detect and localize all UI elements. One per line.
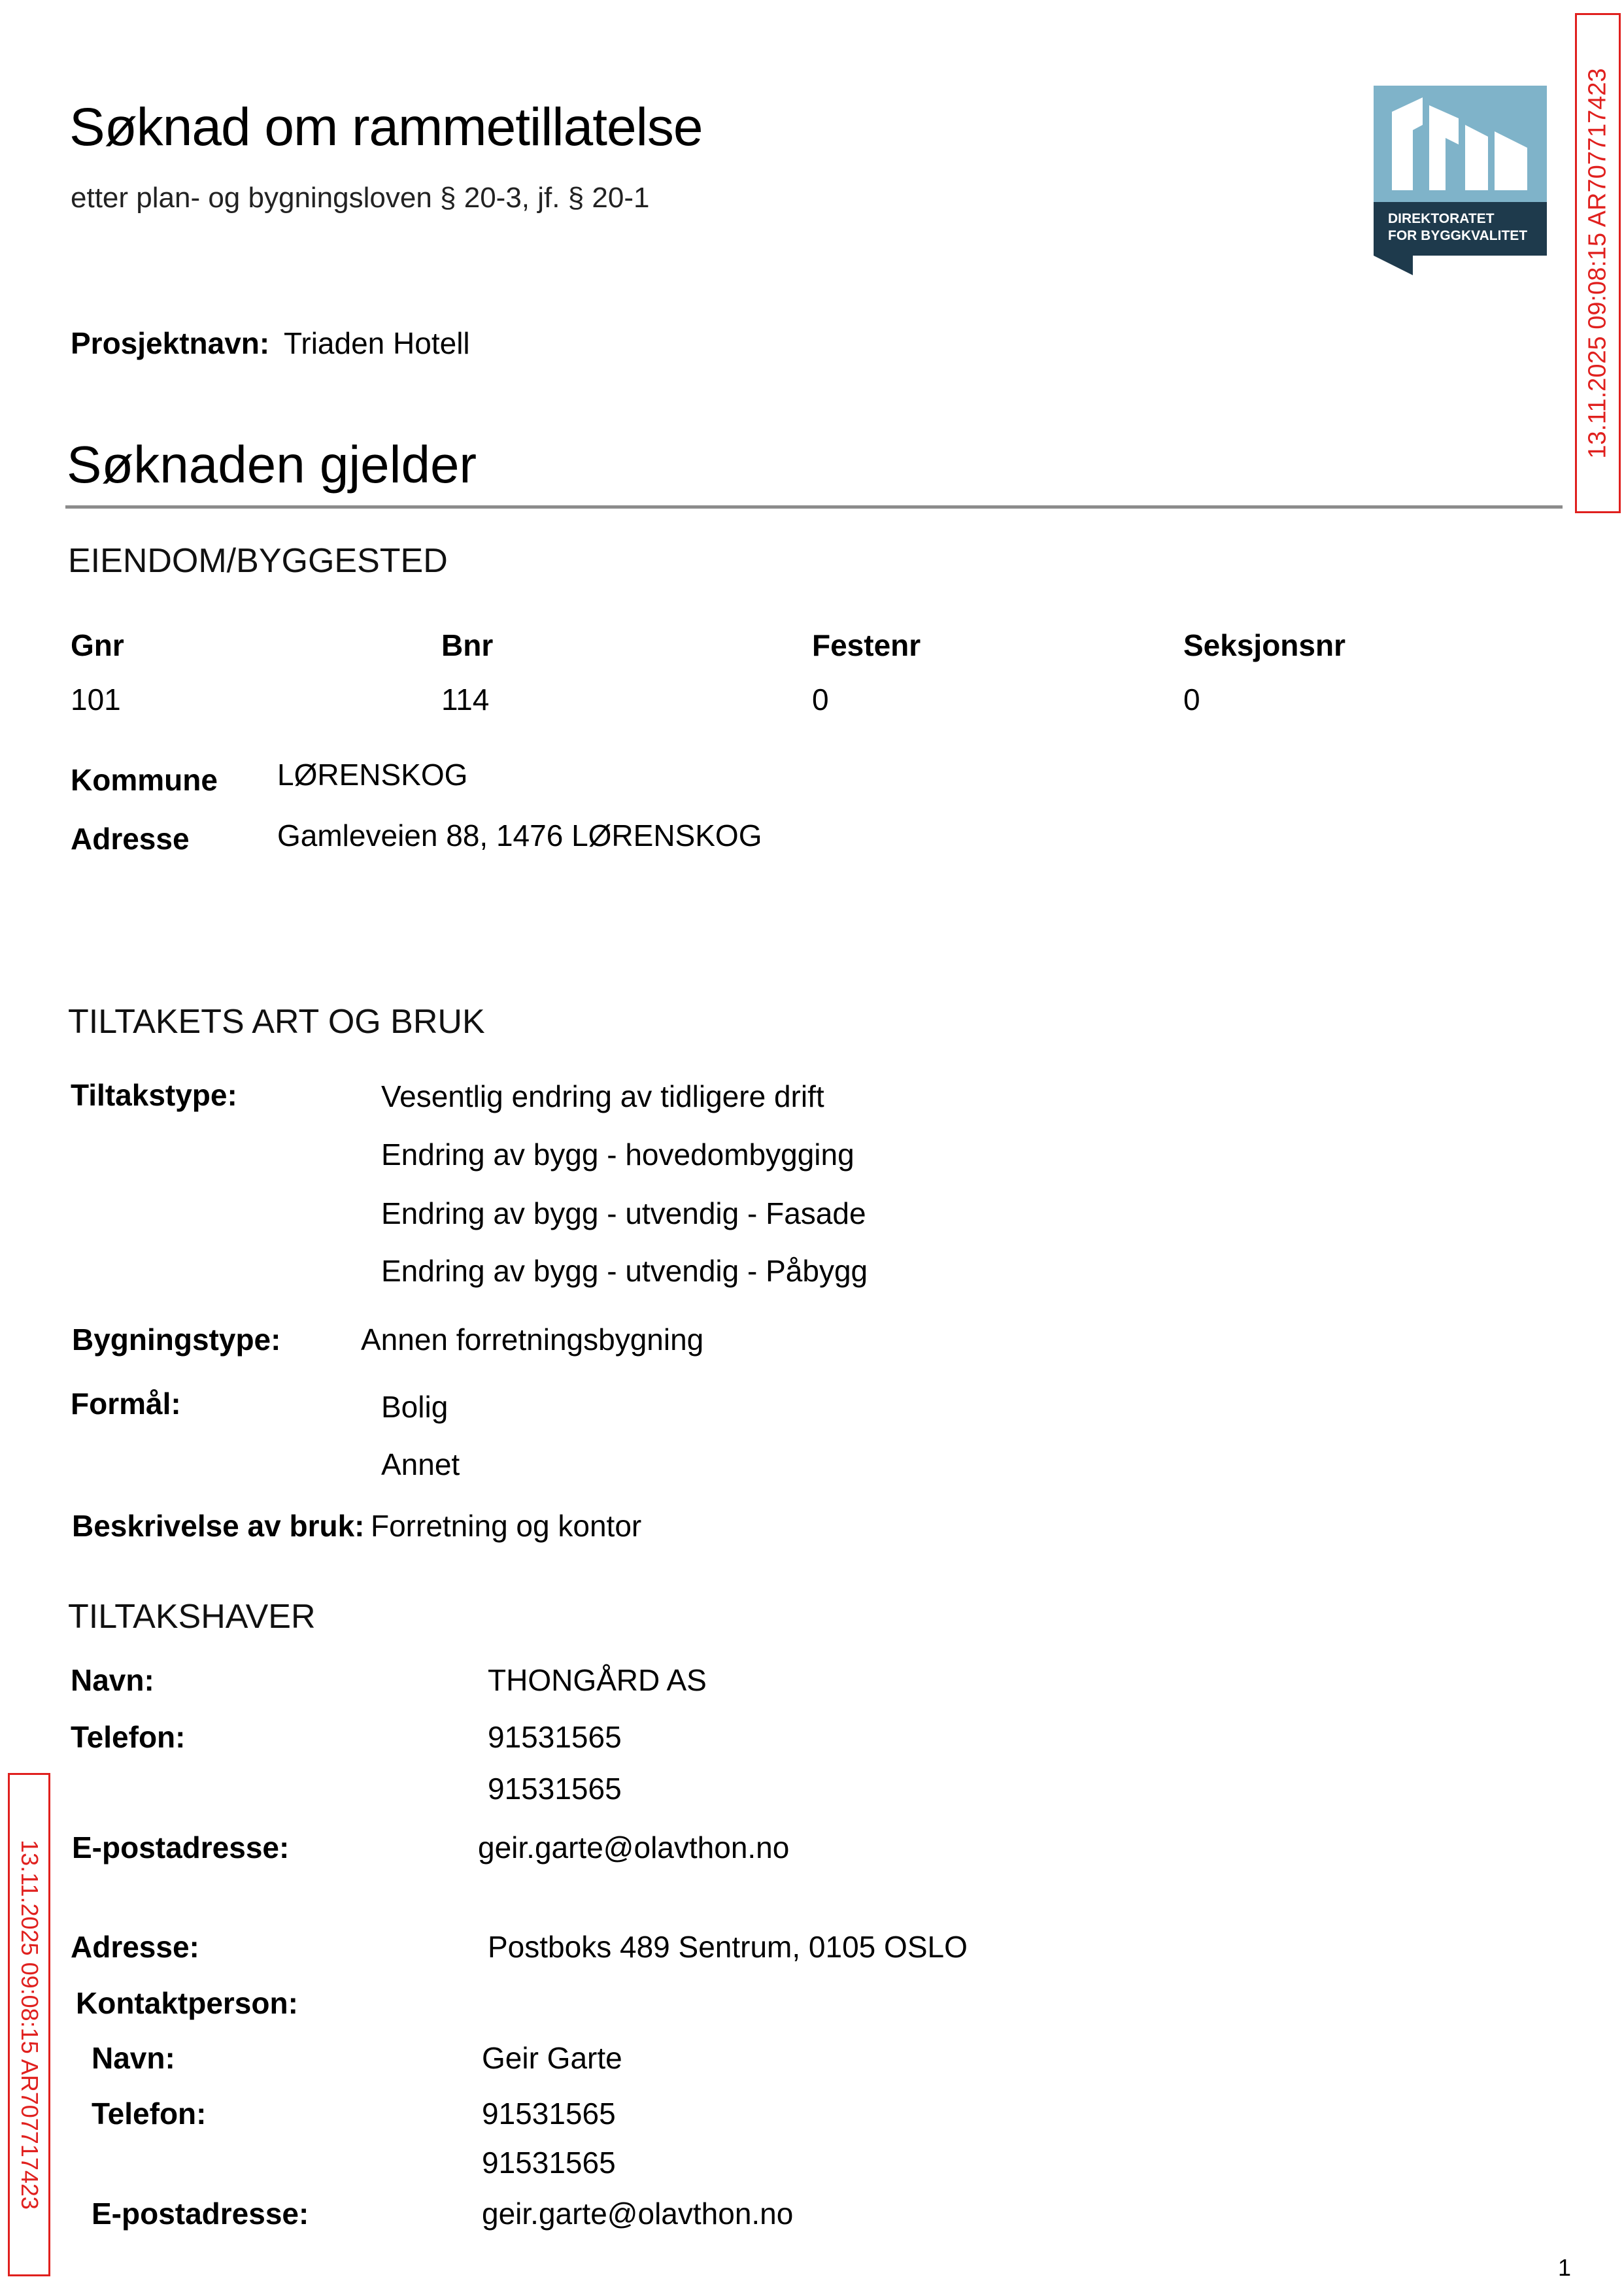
kontakt-epost-label: E-postadresse: — [92, 2197, 309, 2231]
tiltakstype-item: Vesentlig endring av tidligere drift — [381, 1079, 824, 1113]
bnr-value: 114 — [441, 683, 490, 717]
adresse-label: Adresse — [71, 822, 190, 856]
kontakt-navn-value: Geir Garte — [482, 2041, 622, 2075]
tiltakshaver-adresse-value: Postboks 489 Sentrum, 0105 OSLO — [488, 1930, 968, 1964]
kontakt-telefon-label: Telefon: — [92, 2097, 207, 2131]
bygningstype-value: Annen forretningsbygning — [361, 1323, 704, 1357]
tiltakshaver-telefon-value: 91531565 — [488, 1720, 622, 1754]
tiltak-heading: TILTAKETS ART OG BRUK — [68, 1003, 485, 1041]
tiltakshaver-adresse-label: Adresse: — [71, 1930, 199, 1964]
document-subtitle: etter plan- og bygningsloven § 20-3, jf. § 20-1 — [71, 182, 650, 214]
kontakt-telefon-value: 91531565 — [482, 2097, 616, 2131]
beskrivelse-label: Beskrivelse av bruk: — [72, 1509, 365, 1543]
festenr-value: 0 — [812, 683, 829, 717]
document-title: Søknad om rammetillatelse — [69, 97, 703, 157]
tiltakshaver-navn-label: Navn: — [71, 1663, 154, 1697]
project-value: Triaden Hotell — [284, 326, 470, 360]
formal-item: Bolig — [381, 1390, 448, 1424]
col-gnr: Gnr — [71, 628, 124, 662]
col-seksjonsnr: Seksjonsnr — [1183, 628, 1345, 662]
tiltakstype-item: Endring av bygg - utvendig - Påbygg — [381, 1254, 868, 1288]
tiltakshaver-epost-label: E-postadresse: — [72, 1830, 290, 1864]
logo-text: DIREKTORATET FOR BYGGKVALITET — [1388, 211, 1528, 243]
property-heading: EIENDOM/BYGGESTED — [68, 542, 448, 580]
kontakt-epost-value: geir.garte@olavthon.no — [482, 2197, 794, 2231]
col-festenr: Festenr — [812, 628, 921, 662]
kontakt-telefon-value: 91531565 — [482, 2146, 616, 2180]
timestamp-stamp-left: 13.11.2025 09:08:15 AR707717423 — [8, 1773, 50, 2276]
timestamp-stamp-right: 13.11.2025 09:08:15 AR707717423 — [1575, 13, 1621, 513]
tiltakstype-item: Endring av bygg - hovedombygging — [381, 1138, 854, 1172]
formal-label: Formål: — [71, 1387, 181, 1421]
gnr-value: 101 — [71, 683, 121, 717]
section-title: Søknaden gjelder — [67, 435, 477, 494]
tiltakshaver-navn-value: THONGÅRD AS — [488, 1663, 707, 1697]
kontakt-navn-label: Navn: — [92, 2041, 175, 2075]
col-bnr: Bnr — [441, 628, 494, 662]
tiltakstype-label: Tiltakstype: — [71, 1078, 237, 1112]
project-label: Prosjektnavn: — [71, 326, 270, 360]
tiltakshaver-heading: TILTAKSHAVER — [68, 1598, 316, 1636]
bygningstype-label: Bygningstype: — [72, 1323, 281, 1357]
tiltakstype-item: Endring av bygg - utvendig - Fasade — [381, 1196, 866, 1230]
kommune-label: Kommune — [71, 763, 218, 797]
adresse-value: Gamleveien 88, 1476 LØRENSKOG — [277, 818, 762, 852]
tiltakshaver-epost-value: geir.garte@olavthon.no — [478, 1830, 790, 1864]
beskrivelse-value: Forretning og kontor — [371, 1509, 642, 1543]
tiltakshaver-telefon-label: Telefon: — [71, 1720, 186, 1754]
kommune-value: LØRENSKOG — [277, 758, 468, 792]
tiltakshaver-telefon-value: 91531565 — [488, 1772, 622, 1806]
kontaktperson-label: Kontaktperson: — [76, 1986, 298, 2020]
dibk-logo — [1374, 86, 1547, 275]
page-number: 1 — [1558, 2254, 1572, 2281]
section-divider — [65, 505, 1563, 509]
seksjonsnr-value: 0 — [1183, 683, 1200, 717]
formal-item: Annet — [381, 1447, 460, 1481]
